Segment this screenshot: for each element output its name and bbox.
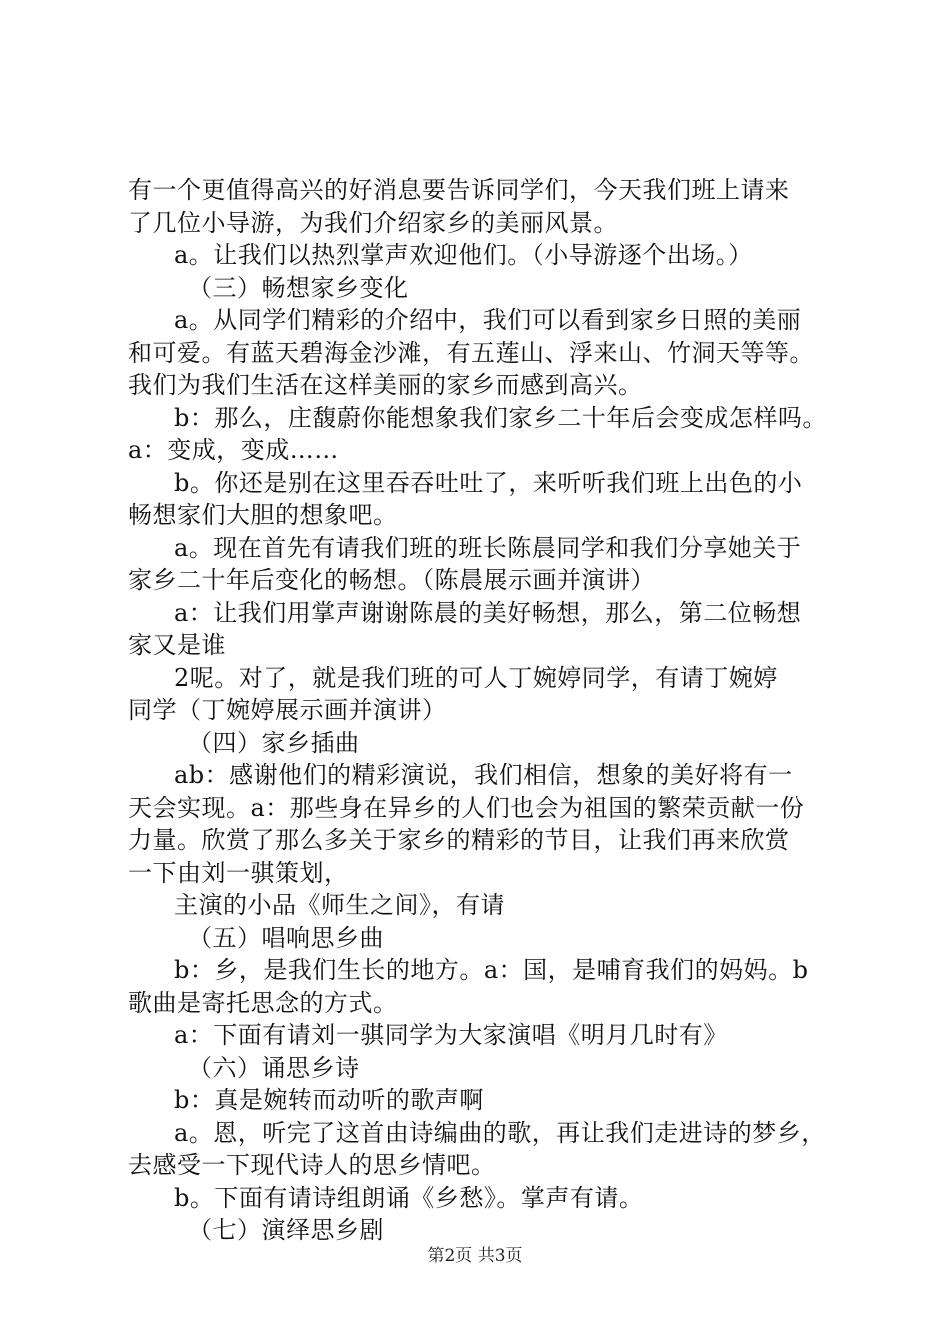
- paragraph-line: a。让我们以热烈掌声欢迎他们。（小导游逐个出场。）: [174, 241, 753, 269]
- paragraph-line: a。现在首先有请我们班的班长陈晨同学和我们分享她关于: [174, 533, 802, 562]
- paragraph-line: 家又是谁: [128, 631, 226, 659]
- paragraph-line: a。恩，听完了这首由诗编曲的歌，再让我们走进诗的梦乡，: [174, 1118, 826, 1147]
- page-footer: 第2页 共3页: [427, 1246, 523, 1266]
- paragraph-line: a。从同学们精彩的介绍中，我们可以看到家乡日照的美丽: [174, 306, 802, 334]
- section-heading: （七）演绎思乡剧: [188, 1216, 384, 1244]
- paragraph-line: b：那么，庄馥蔚你能想象我们家乡二十年后会变成怎样吗。: [174, 403, 827, 432]
- paragraph-line: 同学（丁婉婷展示画并演讲）: [128, 696, 447, 724]
- paragraph-line: a：让我们用掌声谢谢陈晨的美好畅想，那么，第二位畅想: [174, 598, 802, 627]
- paragraph-line: 有一个更值得高兴的好消息要告诉同学们，今天我们班上请来: [128, 176, 790, 204]
- paragraph-line: 歌曲是寄托思念的方式。: [128, 988, 398, 1017]
- paragraph-line: b。下面有请诗组朗诵《乡愁》。掌声有请。: [174, 1183, 644, 1212]
- section-heading: （六）诵思乡诗: [188, 1053, 360, 1082]
- paragraph-line: 一下由刘一骐策划，: [128, 858, 349, 887]
- paragraph-line: b：乡，是我们生长的地方。a：国，是哺育我们的妈妈。b: [174, 956, 809, 984]
- paragraph-line: b。你还是别在这里吞吞吐吐了，来听听我们班上出色的小: [174, 468, 803, 497]
- section-heading: （四）家乡插曲: [188, 728, 360, 757]
- paragraph-line: 力量。欣赏了那么多关于家乡的精彩的节目，让我们再来欣赏: [128, 826, 790, 854]
- paragraph-line: ab：感谢他们的精彩演说，我们相信，想象的美好将有一: [174, 761, 793, 789]
- paragraph-line: 了几位小导游，为我们介绍家乡的美丽风景。: [128, 208, 618, 237]
- paragraph-line: 家乡二十年后变化的畅想。（陈晨展示画并演讲）: [128, 566, 655, 594]
- section-heading: （五）唱响思乡曲: [188, 923, 384, 952]
- section-heading: （三）畅想家乡变化: [188, 273, 409, 302]
- paragraph-line: 我们为我们生活在这样美丽的家乡而感到高兴。: [128, 371, 643, 399]
- paragraph-line: a：下面有请刘一骐同学为大家演唱《明月几时有》: [174, 1021, 728, 1049]
- paragraph-line: 去感受一下现代诗人的思乡情吧。: [128, 1151, 496, 1179]
- body-text: [128, 174, 838, 1247]
- paragraph-line: 主演的小品《师生之间》，有请: [174, 891, 505, 919]
- paragraph-line: 畅想家们大胆的想象吧。: [128, 501, 398, 529]
- paragraph-line: 2呢。对了，就是我们班的可人丁婉婷同学，有请丁婉婷: [174, 663, 778, 692]
- paragraph-line: 天会实现。a：那些身在异乡的人们也会为祖国的繁荣贡献一份: [128, 793, 805, 822]
- paragraph-line: b：真是婉转而动听的歌声啊: [174, 1086, 484, 1114]
- paragraph-line: a：变成，变成……: [128, 436, 339, 464]
- paragraph-line: 和可爱。有蓝天碧海金沙滩，有五莲山、浮来山、竹洞天等等。: [128, 338, 814, 367]
